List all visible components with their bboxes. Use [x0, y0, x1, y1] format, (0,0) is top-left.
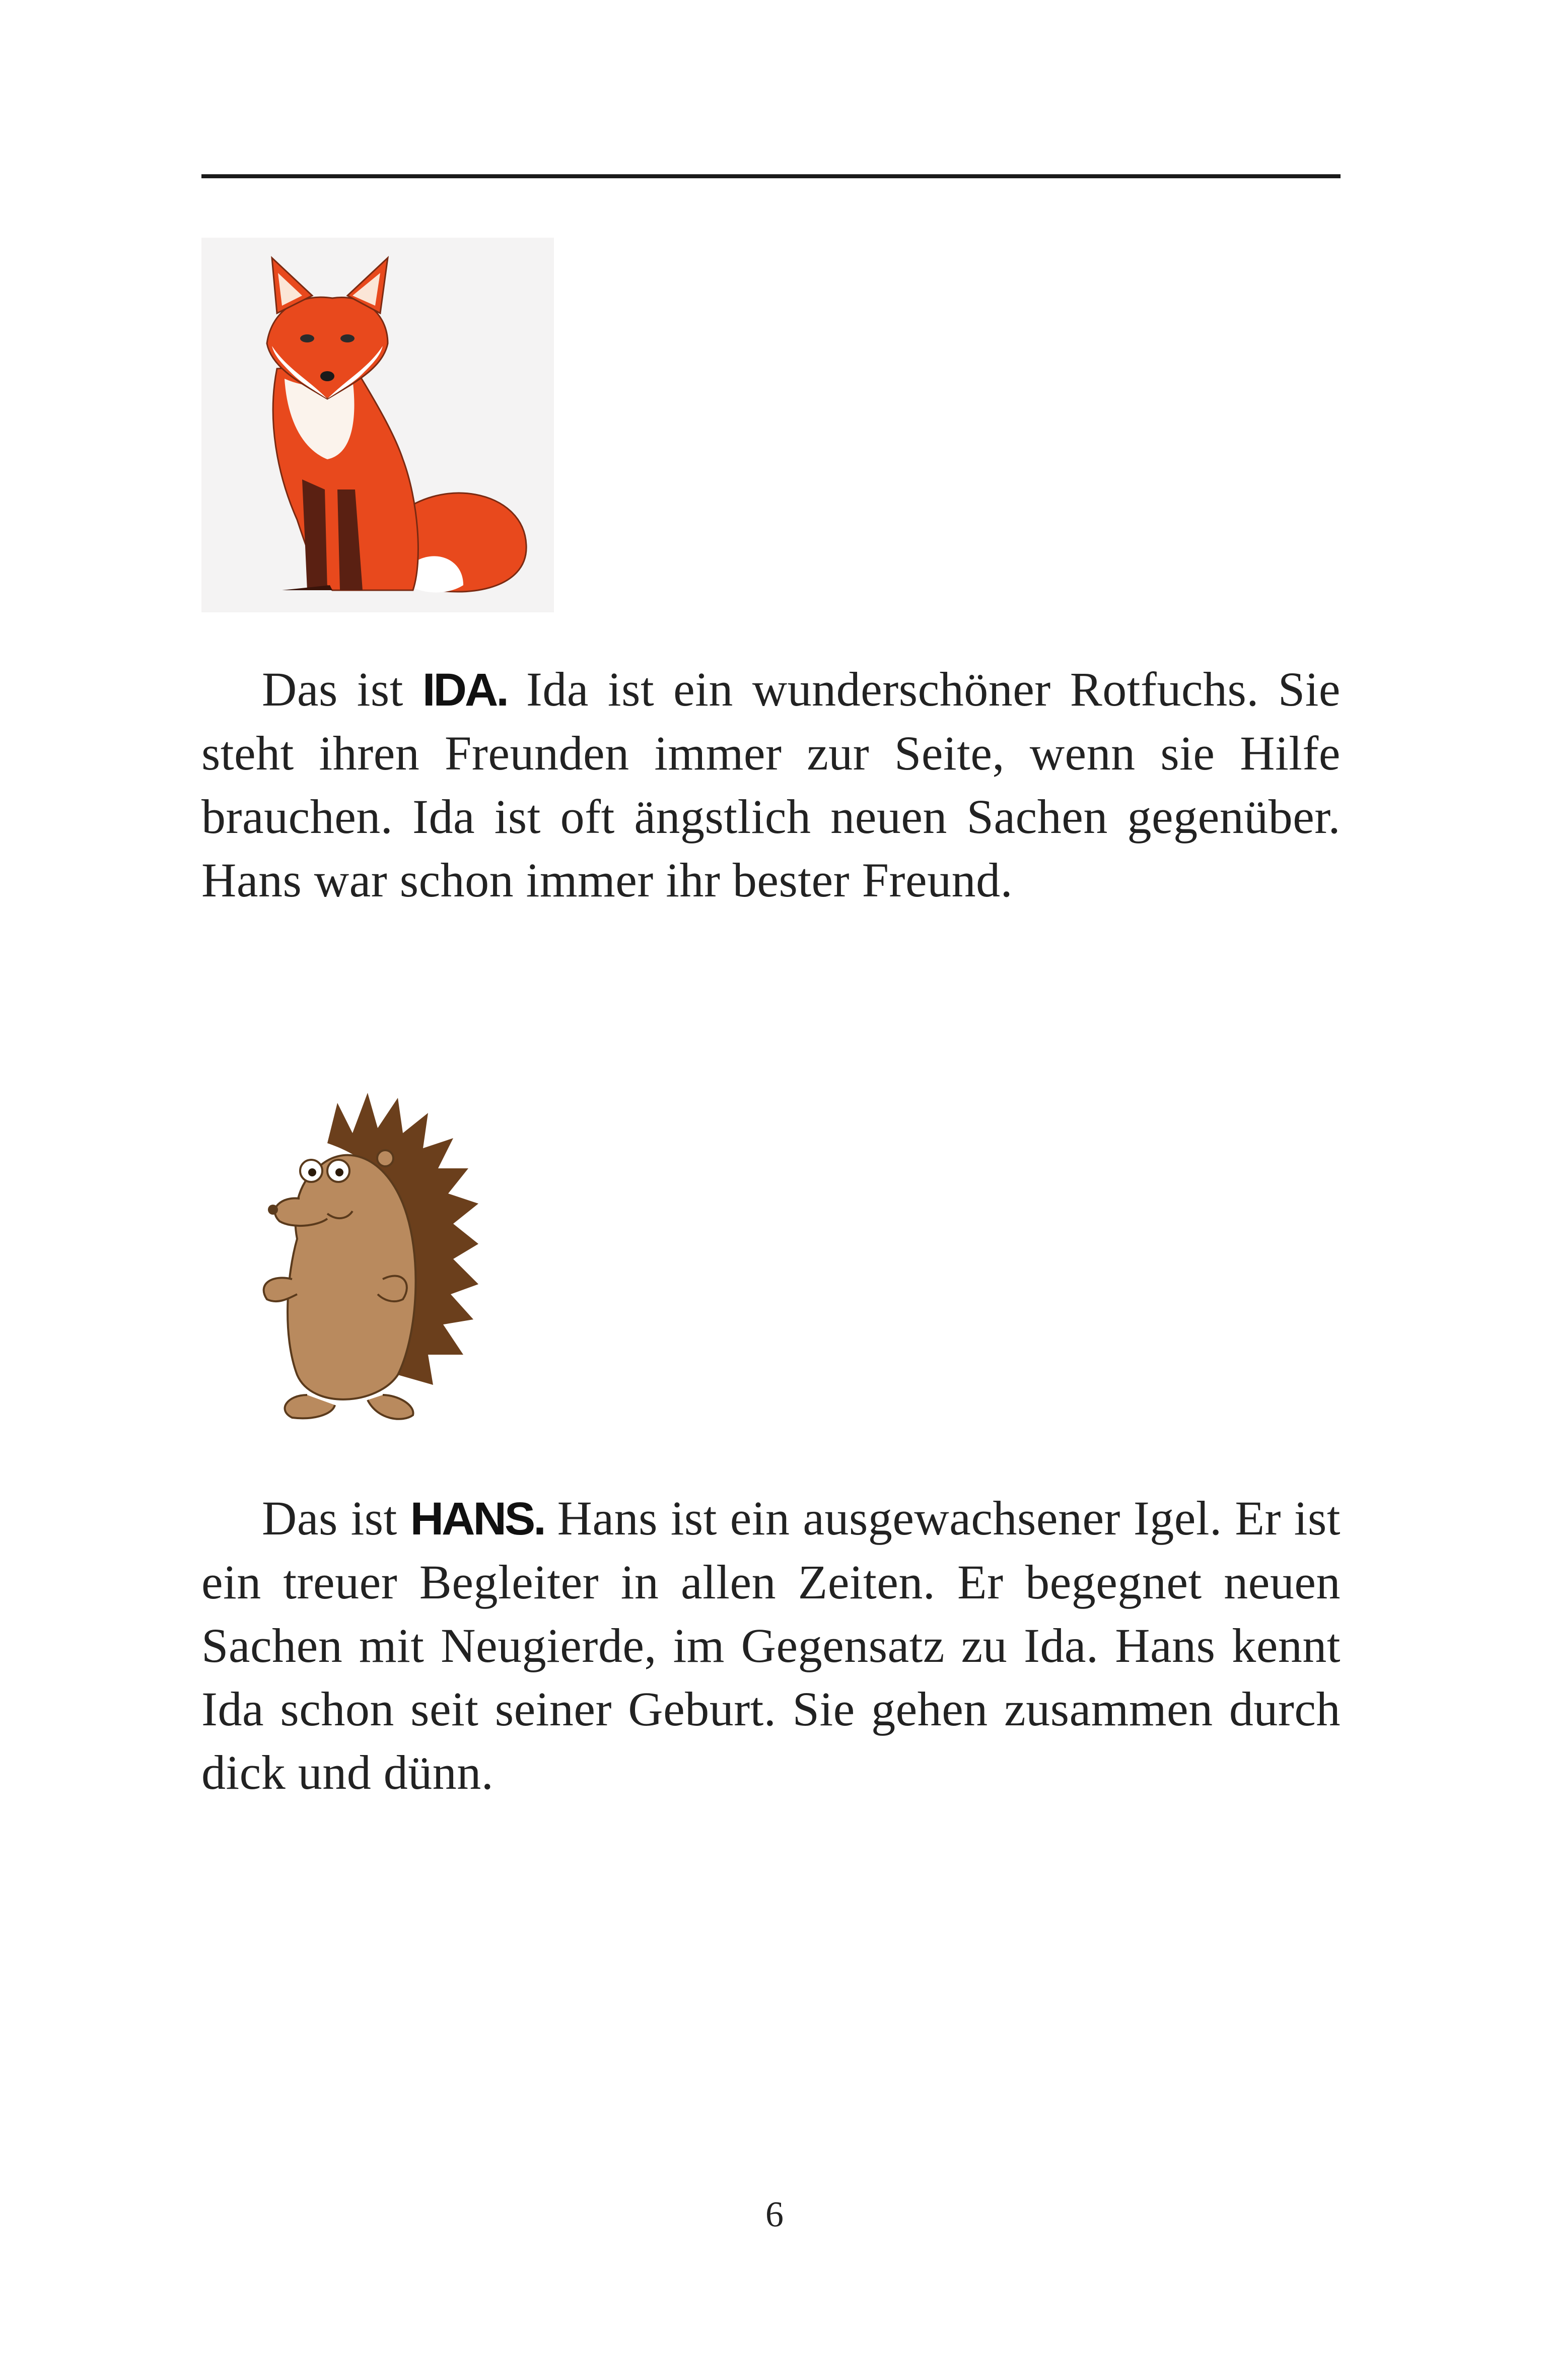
ida-description: Ida ist ein wunderschöner Rotfuchs. Sie steht ihren Freunden immer zur Seite, wenn sie Hilfe brauchen. Ida ist oft ängstlich neuen Sachen gegenüber. Hans war schon immer ihr bester Freund. — [201, 662, 1341, 907]
fox-illustration — [201, 238, 554, 612]
hans-intro: Das ist — [262, 1491, 410, 1545]
ida-paragraph — [201, 658, 1341, 912]
ida-intro: Das ist — [262, 662, 423, 716]
hans-name: HANS. — [410, 1493, 544, 1545]
ida-name: IDA. — [422, 664, 507, 716]
hans-paragraph — [201, 1487, 1341, 1804]
hedgehog-illustration — [252, 1083, 524, 1435]
header-rule — [201, 174, 1341, 178]
hans-description: Hans ist ein ausgewachsener Igel. Er ist ein treuer Begleiter in allen Zeiten. Er begegnet neuen Sachen mit Neugierde, im Gegensatz zu Ida. Hans kennt Ida schon seit seiner Geburt. Sie gehen zusammen durch dick und dünn. — [201, 1491, 1341, 1799]
page-number: 6 — [765, 2194, 784, 2234]
